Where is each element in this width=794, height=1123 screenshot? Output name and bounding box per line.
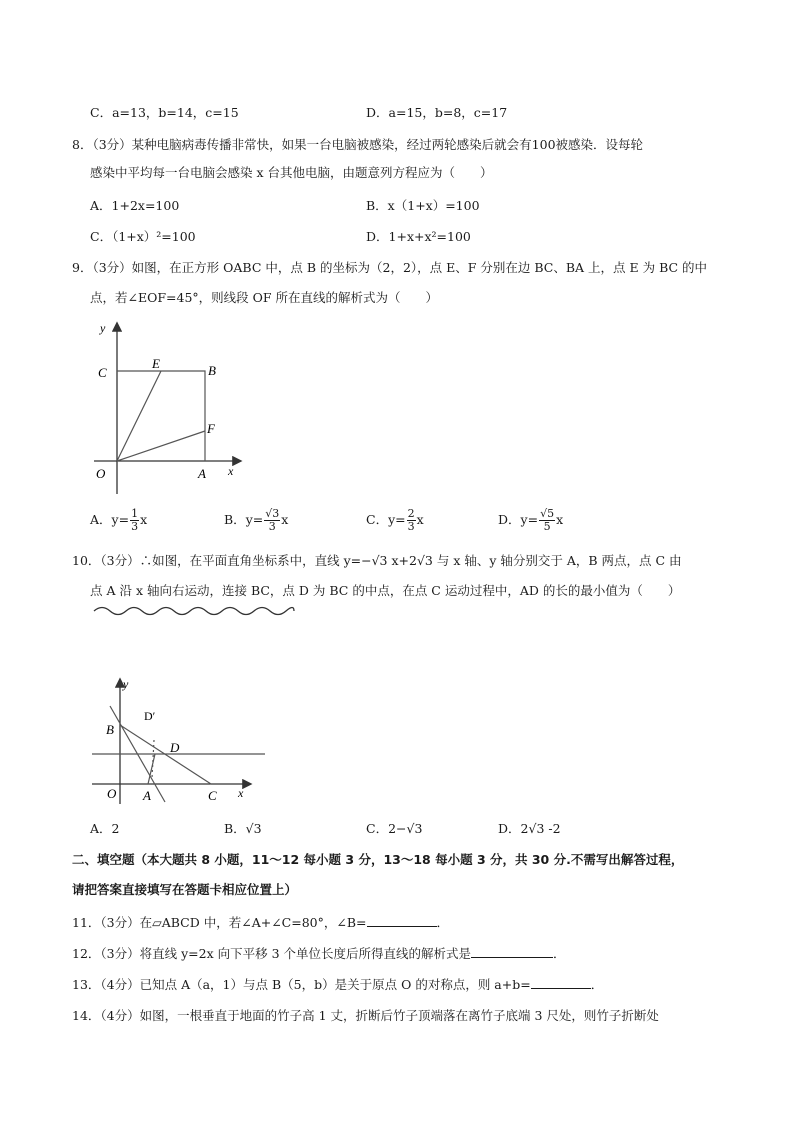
q10-label-x: x xyxy=(238,786,244,800)
q9-segment-oe xyxy=(117,371,161,461)
section-2-heading-line1: 二、填空题（本大题共 8 小题，11～12 每小题 3 分，13～18 每小题 3 分，共 30 分.不需写出解答过程， xyxy=(72,852,684,867)
q9-label-b: B xyxy=(208,363,216,378)
q10-option-c: C．2−√3 xyxy=(366,821,423,836)
q10-label-d: D xyxy=(170,740,180,755)
q9-square-figure xyxy=(90,318,250,498)
q9-label-o: O xyxy=(96,466,106,481)
q10-stem-line1: 10．（3分）∴如图，在平面直角坐标系中，直线 y=−√3 x+2√3 与 x 轴、y 轴分别交于 A，B 两点，点 C 由 xyxy=(72,553,682,568)
q13-answer-blank[interactable] xyxy=(531,976,591,989)
q7-option-c: C．a=13，b=14，c=15 xyxy=(90,105,239,120)
q8-option-c: C．（1+x）²=100 xyxy=(90,229,196,244)
q12-question: 12．（3分）将直线 y=2x 向下平移 3 个单位长度后所得直线的解析式是 ． xyxy=(72,946,566,961)
q9-label-a: A xyxy=(198,466,206,481)
q9-stem-line2: 点，若∠EOF=45°，则线段 OF 所在直线的解析式为（ ） xyxy=(90,290,439,305)
q7-option-d: D．a=15，b=8，c=17 xyxy=(366,105,508,120)
q10-label-dprime: D′ xyxy=(144,709,156,723)
q10-label-b: B xyxy=(106,722,114,737)
q8-option-b: B．x（1+x）=100 xyxy=(366,198,480,213)
q10-stem-line2: 点 A 沿 x 轴向右运动，连接 BC，点 D 为 BC 的中点，在点 C 运动过程中，AD 的长的最小值为（ ） xyxy=(90,583,681,598)
q10-label-c: C xyxy=(208,788,217,803)
q10-figure xyxy=(90,676,270,806)
q9-segment-of xyxy=(117,431,205,461)
q10-option-b: B．√3 xyxy=(224,821,262,836)
q12-answer-blank[interactable] xyxy=(471,945,553,958)
q10-option-a: A．2 xyxy=(90,821,120,836)
q11-question: 11．（3分）在▱ABCD 中，若∠A+∠C=80°，∠B= ． xyxy=(72,915,450,930)
q9-option-b: B．y= $\frac{√3}{3}$ x xyxy=(224,507,289,533)
q10-option-d: D．2√3 -2 xyxy=(498,821,561,836)
q9-label-e: E xyxy=(152,356,160,371)
q9-label-x: x xyxy=(228,464,234,478)
q9-option-a: A．y= $\frac{1}{3}$ x xyxy=(90,507,148,533)
q9-square xyxy=(117,371,205,461)
q10-label-a: A xyxy=(143,788,151,803)
q9-option-c: C．y= $\frac{2}{3}$ x xyxy=(366,507,424,533)
q9-stem-line1: 9．（3分）如图，在正方形 OABC 中，点 B 的坐标为（2，2），点 E、F 分别在边 BC、BA 上，点 E 为 BC 的中 xyxy=(72,260,708,275)
q8-option-d: D．1+x+x²=100 xyxy=(366,229,471,244)
q8-stem-line2: 感染中平均每一台电脑会感染 x 台其他电脑，由题意列方程应为（ ） xyxy=(90,165,493,180)
q8-option-a: A．1+2x=100 xyxy=(90,198,180,213)
q9-label-y: y xyxy=(100,321,106,335)
q9-label-f: F xyxy=(207,421,215,436)
q9-option-d: D．y= $\frac{√5}{5}$ x xyxy=(498,507,564,533)
q10-wavy-divider xyxy=(92,604,297,618)
q9-label-c: C xyxy=(98,365,107,380)
q14-stem-line1: 14．（4分）如图，一根垂直于地面的竹子高 1 丈，折断后竹子顶端落在离竹子底端 3 尺处，则竹子折断处 xyxy=(72,1008,659,1023)
q13-question: 13．（4分）已知点 A（a，1）与点 B（5，b）是关于原点 O 的对称点，则 a+b= ． xyxy=(72,977,604,992)
q8-stem-line1: 8．（3分）某种电脑病毒传播非常快，如果一台电脑被感染，经过两轮感染后就会有100被感染．设每轮 xyxy=(72,137,644,152)
q10-label-o: O xyxy=(107,786,117,801)
q11-answer-blank[interactable] xyxy=(367,914,437,927)
section-2-heading-line2: 请把答案直接填写在答题卡相应位置上） xyxy=(72,882,298,897)
q10-label-y: y xyxy=(123,677,129,691)
